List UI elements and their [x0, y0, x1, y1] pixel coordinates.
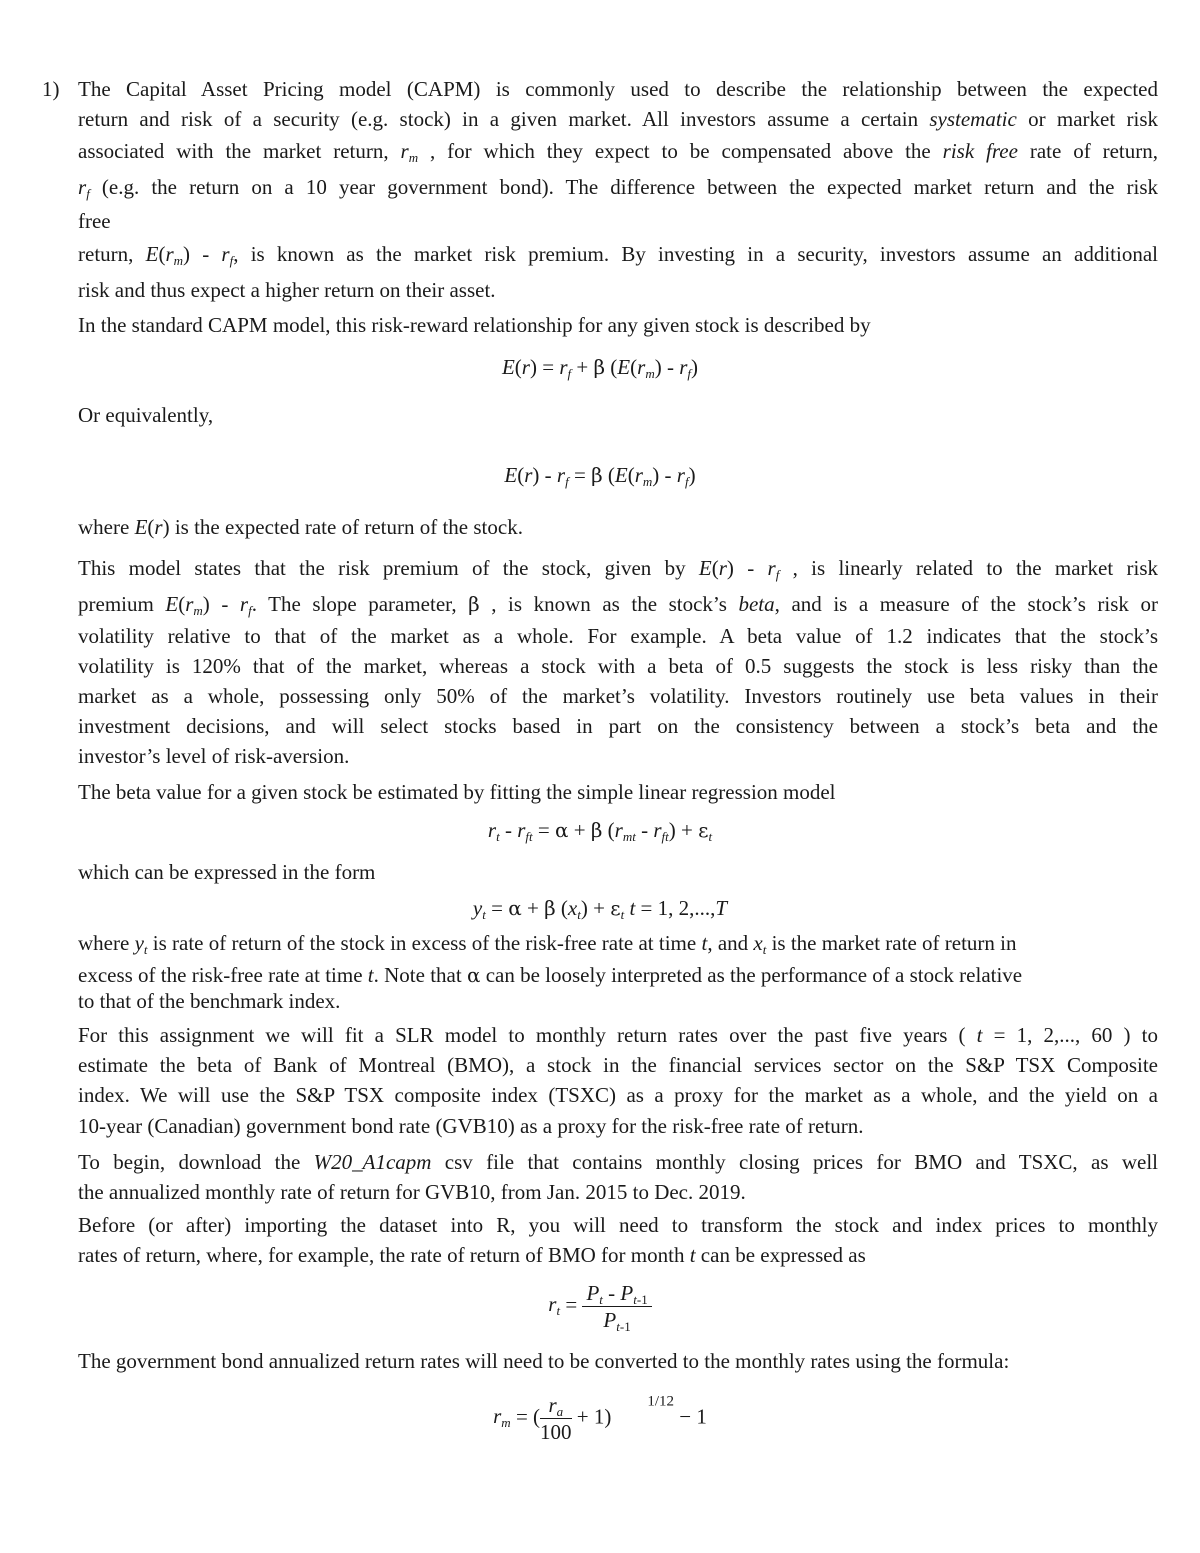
para1-line2: return and risk of a security (e.g. stock) in a given market. All investors assume a certain systematic or market risk — [78, 107, 1158, 131]
para1-line3: associated with the market return, $r_m$ , for which they expect to be compensated above the risk free rate of return, — [78, 139, 1158, 165]
para2-line2: premium $E(r_m) - r_f$. The slope parameter, β , is known as the stock’s beta, and is a measure of the stock’s risk or — [78, 592, 1158, 618]
slr-equation: $y_t = \alpha + \beta$ $(x_t) + \varepsilon_t$ t = 1, 2,...,T — [472, 896, 728, 922]
para6-line2: estimate the beta of Bank of Montreal (BMO), a stock in the financial services sector on the S&P TSX Composite — [78, 1053, 1158, 1077]
para1-line1: The Capital Asset Pricing model (CAPM) is commonly used to describe the relationship between the expected — [78, 77, 1158, 101]
para1-line7: risk and thus expect a higher return on their asset. — [78, 278, 496, 302]
para7-line1: To begin, download the W20_A1capm csv file that contains monthly closing prices for BMO and TSXC, as well — [78, 1150, 1159, 1174]
para5-line2: excess of the risk-free rate at time t. Note that α can be loosely interpreted as the performance of a stock relative — [78, 963, 1023, 987]
para1-line8: In the standard CAPM model, this risk-reward relationship for any given stock is described by — [78, 313, 871, 337]
para2-line4: volatility is 120% that of the market, whereas a stock with a beta of 0.5 suggests the stock is less risky than the — [78, 654, 1158, 678]
capm-equation: $E(r) = r_f + \beta$ $(E(r_m) - r_f)$ — [501, 355, 699, 381]
para6-line4: 10-year (Canadian) government bond rate (GVB10) as a proxy for the risk-free rate of return. — [78, 1114, 864, 1138]
para6-line1: For this assignment we will fit a SLR model to monthly return rates over the past five years ( t = 1, 2,..., 60 ) to — [78, 1023, 1159, 1047]
para2-line7: investor’s level of risk-aversion. — [78, 744, 350, 768]
monthly-rate-equation: $r_m$ = ( $\frac{r_a}{100}$ + 1)$^{1/12}$ − 1 — [493, 1393, 707, 1444]
para2-line6: investment decisions, and will select stocks based in part on the consistency between a stock’s beta and the — [78, 714, 1158, 738]
or-equivalently: Or equivalently, — [78, 403, 214, 427]
para2-line5: market as a whole, possessing only 50% of the market’s volatility. Investors routinely use beta values in their — [78, 684, 1158, 708]
para6-line3: index. We will use the S&P TSX composite index (TSXC) as a proxy for the market as a whole, and the yield on a — [78, 1083, 1158, 1107]
capm-equation-equivalent: $E(r) - r_f = \beta$ $(E(r_m) - r_f)$ — [504, 463, 696, 489]
para8-line2: rates of return, where, for example, the rate of return of BMO for month t can be expressed as — [78, 1243, 866, 1267]
item-number: 1) — [42, 77, 60, 101]
para8-line1: Before (or after) importing the dataset into R, you will need to transform the stock and index prices to monthly — [78, 1213, 1158, 1237]
para7-line2: the annualized monthly rate of return for GVB10, from Jan. 2015 to Dec. 2019. — [78, 1180, 746, 1204]
para2-line1: This model states that the risk premium of the stock, given by $E(r) - r_f$ , is linearly related to the market risk — [78, 556, 1158, 582]
para5-line1: where $y_t$ is rate of return of the stock in excess of the risk-free rate at time t, and $x_t$ is the market rate of return in — [78, 931, 1017, 957]
para2-line3: volatility relative to that of the market as a whole. For example. A beta value of 1.2 indicates that the stock’s — [78, 624, 1158, 648]
para1-line5: free — [78, 209, 111, 233]
para4: which can be expressed in the form — [78, 860, 376, 884]
regression-equation: $r_t - r_{ft} = \alpha + \beta$ $(r_{mt} - r_{ft}) + \varepsilon_t$ — [487, 818, 713, 844]
para1-line6: return, $E(r_m) - r_f$, is known as the market risk premium. By investing in a security, investors assume an additional — [78, 242, 1158, 268]
para5-line3: to that of the benchmark index. — [78, 989, 341, 1013]
para9: The government bond annualized return rates will need to be converted to the monthly rates using the formula: — [78, 1349, 1010, 1373]
para1-line4: $r_f$ (e.g. the return on a 10 year government bond). The difference between the expected market return and the risk — [78, 175, 1158, 201]
return-rate-equation: $r_t$ = $\frac{P_t - P_{t-1}}{P_{t-1}}$ — [0, 1280, 1200, 1333]
where-expected-return: where E(r) is the expected rate of return of the stock. — [78, 515, 523, 539]
para3: The beta value for a given stock be estimated by fitting the simple linear regression model — [78, 780, 836, 804]
